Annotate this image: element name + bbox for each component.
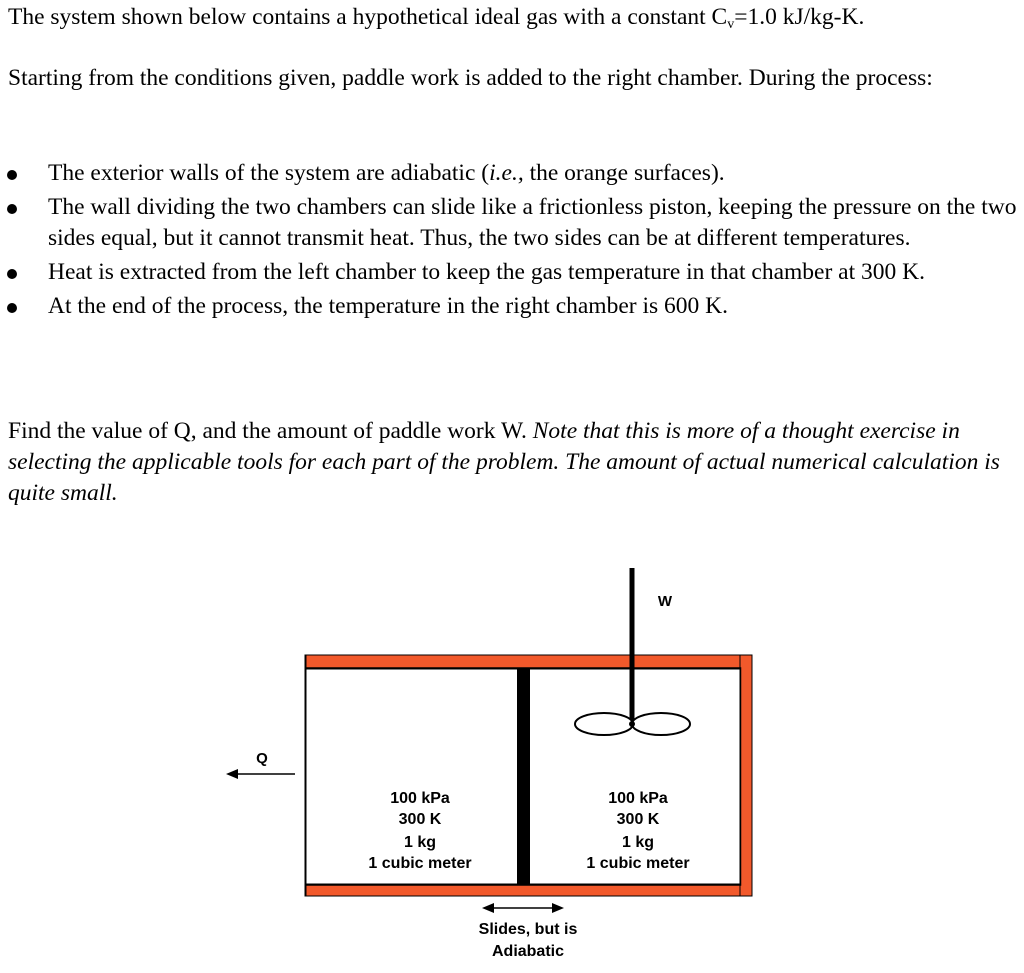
bullet-icon xyxy=(7,303,17,313)
question-note: Note that this is more of a thought exercise in selecting the applicable tools for each part of the problem. The amount of actual numerical calculation is quite small. xyxy=(8,418,1000,506)
piston-note-line2: Adiabatic xyxy=(491,943,565,960)
process-paragraph: Starting from the conditions given, paddle work is added to the right chamber. During the process: xyxy=(8,65,933,91)
paddle-blade-left xyxy=(575,713,633,735)
bullet-icon xyxy=(7,170,17,180)
bullet-final-temperature: At the end of the process, the temperature in the right chamber is 600 K. xyxy=(0,291,1018,322)
left-temperature: 300 K xyxy=(398,811,442,828)
left-pressure: 100 kPa xyxy=(390,790,450,807)
left-mass: 1 kg xyxy=(403,834,437,851)
right-temperature: 300 K xyxy=(616,811,660,828)
heat-label: Q xyxy=(256,750,268,767)
paddle-hub xyxy=(629,721,635,727)
bullet-icon xyxy=(7,204,17,214)
system-diagram xyxy=(0,560,1024,973)
piston-wall xyxy=(517,668,530,885)
top-wall xyxy=(305,655,752,669)
paddle-blade-right xyxy=(632,713,690,735)
right-volume: 1 cubic meter xyxy=(586,855,690,872)
right-mass: 1 kg xyxy=(621,834,655,851)
right-pressure: 100 kPa xyxy=(608,790,668,807)
question-paragraph: Find the value of Q, and the amount of paddle work W. Note that this is more of a thought exercise in selecting the applicable tools for each part of the problem. The amount of actual numerical calculation is quite small. xyxy=(8,418,1000,506)
piston-note-line1: Slides, but is xyxy=(478,921,578,938)
bullet-adiabatic-walls: The exterior walls of the system are adiabatic (i.e., the orange surfaces). xyxy=(0,158,1018,189)
bottom-wall xyxy=(305,884,752,896)
cv-subscript: v xyxy=(727,17,735,32)
right-wall xyxy=(740,655,752,896)
bullet-sliding-wall: The wall dividing the two chambers can slide like a frictionless piston, keeping the pressure on the two sides equal, but it cannot transmit heat. Thus, the two sides can be at different temperatures. xyxy=(0,192,1018,254)
intro-paragraph: The system shown below contains a hypothetical ideal gas with a constant $C_v=1.0$ kJ/kg-K. xyxy=(8,4,865,32)
bullet-icon xyxy=(7,269,17,279)
heat-arrow-icon xyxy=(226,769,238,779)
bullet-heat-extraction: Heat is extracted from the left chamber to keep the gas temperature in that chamber at 300 K. xyxy=(0,257,1018,288)
slide-arrow-left-icon xyxy=(482,903,494,913)
conditions-list xyxy=(0,158,1024,325)
slide-arrow-right-icon xyxy=(552,903,564,913)
work-label: W xyxy=(657,593,673,610)
left-volume: 1 cubic meter xyxy=(368,855,472,872)
